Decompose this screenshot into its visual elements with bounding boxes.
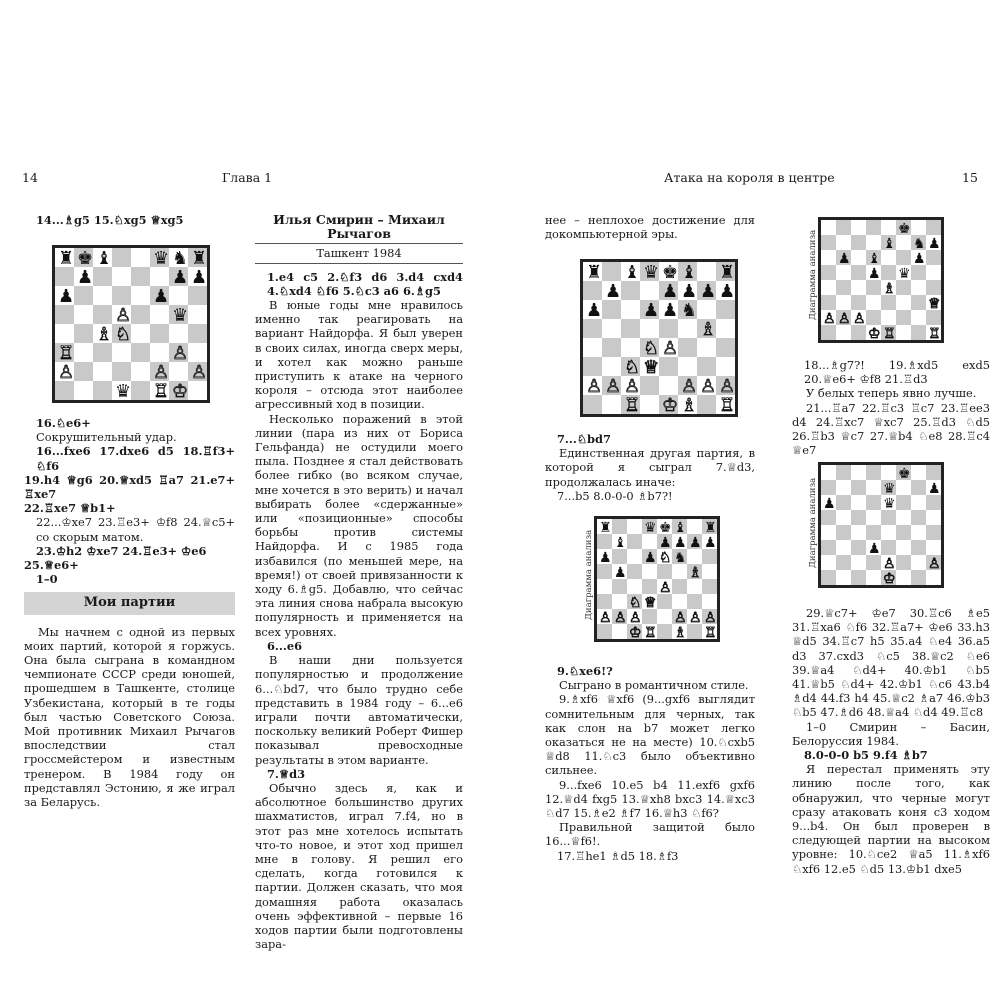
svg-text:♝: ♝ [868,251,881,267]
svg-text:♗: ♗ [689,565,702,581]
dark-square [836,525,851,540]
dark-square [55,381,74,400]
dark-square [697,395,716,414]
paragraph: Мы начнем с одной из первых моих партий, которой я горжусь. Она была сыграна в командном чемпионате СССР среди юношей, прошедшем в Ташкенте, столице Узбекистана, который в те годы был частью Советского Союза. Мой противник Михаил Рычагов впоследствии стал гроссмейстером и известным тренером. В 1984 году он представлял Эстонию, я же играл за Беларусь. [24,624,235,810]
svg-text:♜: ♜ [191,248,207,269]
svg-text:♖: ♖ [644,625,657,639]
dark-square [131,381,150,400]
dark-square [642,609,657,624]
divider [255,243,463,244]
svg-text:♛: ♛ [898,266,911,282]
svg-text:♝: ♝ [681,262,698,283]
column-3 [545,213,755,241]
svg-text:♖: ♖ [704,625,717,639]
dark-square [926,280,941,295]
svg-text:♙: ♙ [191,362,207,383]
svg-text:♗: ♗ [96,324,113,345]
move-line: 23.♔h2 ♔xe7 24.♖e3+ ♔e6 [36,543,207,558]
dark-square [896,495,911,510]
column-1 [24,213,235,227]
svg-text:♖: ♖ [883,326,896,340]
dark-square [583,319,602,338]
dark-square [911,540,926,555]
result: 1–0 Смирин – Басин, Белоруссия 1984. [792,719,990,748]
paragraph: Обычно здесь я, как и абсолютное большинство других шахматистов, играл 7.f4, но в этот раз мне хотелось испытать что-то новое, и этот ход пришел мне в голову. Я решил его сделать, когда готовился к партии. Должен сказать, что моя домашняя работа оказалась очень эффективной – первые 16 ходов партии были подготовлены зара- [255,780,463,952]
svg-text:♙: ♙ [586,376,603,397]
dark-square [836,555,851,570]
divider [255,263,463,264]
svg-text:♝: ♝ [674,520,687,536]
svg-text:♝: ♝ [624,262,641,283]
left-page-number: 14 [22,170,38,185]
dark-square [112,286,131,305]
dark-square [602,338,621,357]
svg-text:♟: ♟ [659,535,672,551]
svg-text:♟: ♟ [662,300,679,321]
paragraph: В наши дни пользуется популярностью и продолжение 6...♘bd7, что было трудно себе представить в 1984 году – 6...e6 играли почти автоматически, поскольку великий Роберт Фишер показывал превосходные результаты в этом варианте. [255,653,463,767]
move-line: 22.♖xe7 ♕b1+ [24,501,116,516]
dark-square [911,510,926,525]
dark-square [926,525,941,540]
diagram-label: Диаграмма анализа [808,229,818,320]
dark-square [112,248,131,267]
svg-text:♙: ♙ [629,610,642,626]
dark-square [627,534,642,549]
svg-text:♛: ♛ [153,248,170,269]
dark-square [851,480,866,495]
svg-text:♙: ♙ [115,305,132,326]
dark-square [602,300,621,319]
svg-text:♘: ♘ [643,338,660,359]
chess-diagram-1 [52,245,210,403]
svg-text:♙: ♙ [662,338,679,359]
dark-square [657,624,672,639]
svg-text:♜: ♜ [704,520,717,536]
left-chapter-title: Глава 1 [222,170,273,185]
right-running-title: Атака на короля в центре [664,170,835,185]
dark-square [911,480,926,495]
dark-square [597,624,612,639]
variation: 18...♗g7?! 19.♗xd5 exd5 20.♕e6+ ♔f8 21.♖d3 [804,358,990,387]
svg-text:♟: ♟ [153,286,170,307]
dark-square [597,564,612,579]
svg-text:♙: ♙ [58,362,75,383]
dark-square [926,250,941,265]
svg-text:♟: ♟ [704,535,717,551]
svg-text:♟: ♟ [868,541,881,557]
column-4-upper [792,358,990,457]
paragraph-continuation: нее – неплохое достижение для докомпьютерной эры. [545,213,755,242]
svg-text:♗: ♗ [674,625,687,639]
variation: 22...♔xe7 23.♖e3+ ♔f8 24.♕c5+ со скорым матом. [36,515,235,544]
dark-square [602,262,621,281]
comment: Правильной защитой было 16...♕f6!. [545,820,755,849]
svg-text:♕: ♕ [643,357,660,378]
dark-square [866,280,881,295]
svg-text:♜: ♜ [58,248,75,269]
svg-text:♝: ♝ [883,236,896,252]
svg-text:♚: ♚ [77,248,94,269]
svg-text:♞: ♞ [913,236,926,252]
dark-square [911,325,926,340]
svg-text:♟: ♟ [838,251,851,267]
move-line: 7...♘bd7 [557,432,611,446]
move-line: 6...e6 [267,638,302,653]
svg-text:♟: ♟ [643,300,660,321]
dark-square [821,235,836,250]
dark-square [881,295,896,310]
svg-text:♟: ♟ [719,281,735,302]
dark-square [112,362,131,381]
dark-square [55,267,74,286]
svg-text:♚: ♚ [898,466,911,482]
dark-square [678,338,697,357]
svg-text:♟: ♟ [599,550,612,566]
dark-square [93,267,112,286]
svg-text:♞: ♞ [674,550,687,566]
svg-text:♙: ♙ [928,556,941,572]
dark-square [716,300,735,319]
dark-square [697,357,716,376]
dark-square [150,324,169,343]
svg-text:♗: ♗ [883,281,896,297]
svg-text:♜: ♜ [719,262,735,283]
dark-square [612,579,627,594]
svg-text:♞: ♞ [172,248,189,269]
svg-text:♙: ♙ [681,376,698,397]
dark-square [866,310,881,325]
svg-text:♙: ♙ [853,311,866,327]
svg-text:♕: ♕ [928,296,941,312]
dark-square [640,376,659,395]
svg-text:♛: ♛ [644,520,657,536]
svg-text:♘: ♘ [115,324,132,345]
dark-square [851,570,866,585]
diagram-label: Диаграмма анализа [808,477,818,568]
dark-square [93,343,112,362]
svg-text:♙: ♙ [624,376,641,397]
dark-square [672,579,687,594]
chess-diagram-2 [580,259,738,417]
dark-square [821,540,836,555]
svg-text:♕: ♕ [644,595,657,611]
dark-square [583,395,602,414]
dark-square [821,295,836,310]
svg-text:♙: ♙ [719,376,735,397]
dark-square [836,220,851,235]
dark-square [851,540,866,555]
svg-text:♘: ♘ [629,595,642,611]
dark-square [866,525,881,540]
svg-text:♟: ♟ [586,300,603,321]
svg-text:♙: ♙ [614,610,627,626]
dark-square [621,281,640,300]
dark-square [911,295,926,310]
dark-square [896,250,911,265]
svg-text:♚: ♚ [662,262,679,283]
comment: Сокрушительный удар. [36,430,177,445]
paragraph: Несколько поражений в этой линии (пара из них от Бориса Гельфанда) не остудили моего пыла. Позднее я стал действовать более гибко (во всяком случае, мне хочется в это верить) и начал выбирать более «сдержанные» или «позиционные» способы борьбы против системы Найдорфа. И с 1985 года избавился (по меньшей мере, на время!) от своей привязанности к ходу 6.♗g5. Добавлю, что сейчас эта линия снова набрала высокую популярность и применяется на всех уровнях. [255,411,463,639]
svg-text:♛: ♛ [172,305,189,326]
dark-square [716,338,735,357]
dark-square [93,305,112,324]
dark-square [851,510,866,525]
dark-square [896,525,911,540]
dark-square [911,570,926,585]
svg-text:♟: ♟ [823,496,836,512]
dark-square [851,235,866,250]
dark-square [687,624,702,639]
dark-square [836,280,851,295]
svg-text:♔: ♔ [662,395,679,414]
svg-text:♛: ♛ [115,381,132,400]
svg-text:♟: ♟ [689,535,702,551]
svg-text:♙: ♙ [674,610,687,626]
svg-text:♗: ♗ [681,395,698,414]
dark-square [74,324,93,343]
dark-square [702,579,717,594]
dark-square [131,343,150,362]
svg-text:♛: ♛ [883,481,896,497]
svg-text:♟: ♟ [191,267,207,288]
column-3-lower [545,664,755,863]
dark-square [926,495,941,510]
dark-square [866,465,881,480]
chess-diagram-5 [818,462,944,588]
dark-square [702,549,717,564]
dark-square [131,305,150,324]
svg-text:♙: ♙ [883,556,896,572]
paragraph: В юные годы мне нравилось именно так реагировать на вариант Найдорфа. Я был уверен в своих силах, иногда сверх меры, и хотел как можно раньше приступить к атаке на черного короля – отсюда этот наиболее агрессивный ход в позиции. [255,298,463,412]
svg-text:♜: ♜ [586,262,603,283]
comment: У белых теперь явно лучше. [806,386,977,401]
svg-text:♟: ♟ [614,565,627,581]
dark-square [131,267,150,286]
svg-text:♖: ♖ [928,326,941,340]
game-players: Илья Смирин – Михаил Рычагов [273,212,445,242]
svg-text:♙: ♙ [659,580,672,596]
dark-square [851,265,866,280]
dark-square [93,381,112,400]
move-line: 9.♘xe6!? [557,664,613,678]
comment: Сыграно в романтичном стиле. [559,678,749,693]
dark-square [821,510,836,525]
opening-moves: 1.e4 c5 2.♘f3 d6 3.d4 cxd4 4.♘xd4 ♘f6 5.♘c3 a6 6.♗g5 [267,269,463,298]
svg-text:♙: ♙ [838,311,851,327]
result: 1–0 [36,572,58,587]
paragraph: Единственная другая партия, в которой я сыграл 7.♕d3, продолжалась иначе: [545,446,755,489]
column-1-lower [24,416,235,809]
dark-square [657,594,672,609]
svg-text:♚: ♚ [659,520,672,536]
dark-square [687,594,702,609]
variation: 9.♗xf6 ♕xf6 (9...gxf6 выглядит сомнительным для черных, так как слон на b7 может легко оказаться не на месте) 10.♘cxb5 ♕d8 11.♘c3 было объективно сильнее. [545,692,755,778]
move-line: 7.♕d3 [267,766,305,781]
move-line: 8.0-0-0 b5 9.f4 ♗b7 [804,748,928,763]
chess-diagram-4 [818,217,944,343]
dark-square [866,220,881,235]
svg-text:♖: ♖ [719,395,735,414]
svg-text:♝: ♝ [96,248,113,269]
dark-square [583,357,602,376]
variation: 17.♖he1 ♗d5 18.♗f3 [557,848,679,863]
dark-square [881,540,896,555]
dark-square [866,555,881,570]
dark-square [659,357,678,376]
svg-text:♟: ♟ [605,281,622,302]
svg-text:♚: ♚ [898,221,911,237]
dark-square [911,265,926,280]
right-page-number: 15 [962,170,978,185]
dark-square [657,564,672,579]
dark-square [597,594,612,609]
dark-square [612,549,627,564]
svg-text:♟: ♟ [700,281,717,302]
svg-text:♙: ♙ [704,610,717,626]
dark-square [821,480,836,495]
svg-text:♟: ♟ [681,281,698,302]
move-line: 19.h4 ♕g6 20.♕xd5 ♖a7 21.e7+ ♖xe7 [24,472,235,502]
dark-square [583,281,602,300]
svg-text:♟: ♟ [928,481,941,497]
move-line: 16.♘e6+ [36,416,91,430]
dark-square [627,564,642,579]
game-event: Ташкент 1984 [316,246,402,261]
dark-square [866,495,881,510]
svg-text:♟: ♟ [662,281,679,302]
dark-square [659,319,678,338]
svg-text:♔: ♔ [629,625,642,639]
svg-text:♟: ♟ [77,267,94,288]
dark-square [612,519,627,534]
chess-diagram-3 [594,516,720,642]
move-line: 16...fxe6 17.dxe6 d5 18.♖f3+ ♘f6 [36,444,235,473]
dark-square [821,265,836,280]
moves-line: 14...♗g5 15.♘xg5 ♕xg5 [36,213,184,227]
dark-square [926,310,941,325]
dark-square [926,465,941,480]
svg-text:♖: ♖ [624,395,641,414]
paragraph: Я перестал применять эту линию после того, как обнаружил, что черные могут сразу атаковать коня c3 ходом 9...b4. Он был проверен в следующей партии на высоком уровне: 10.♘ce2 ♕a5 11.♗xf6 ♘xf6 12.e5 ♘d5 13.♔b1 dxe5 [792,762,990,876]
move-line: 25.♕e6+ [24,558,79,573]
svg-text:♝: ♝ [614,535,627,551]
svg-text:♙: ♙ [599,610,612,626]
svg-text:♔: ♔ [172,381,189,400]
dark-square [896,310,911,325]
dark-square [836,465,851,480]
dark-square [836,495,851,510]
svg-text:♟: ♟ [674,535,687,551]
dark-square [74,362,93,381]
svg-text:♙: ♙ [172,343,189,364]
diagram-label: Диаграмма анализа [584,529,594,620]
column-2 [255,213,463,951]
variation: 29.♕c7+ ♔e7 30.♖c6 ♗e5 31.♖xa6 ♘f6 32.♖a7+ ♔e6 33.h3 ♕d5 34.♖c7 h5 35.a4 ♘e4 36.a5 d3 37.cxd3 ♘c5 38.♕c2 ♘e6 39.♕a4 ♘d4+ 40.♔b1 ♘b5 41.♕b5 ♘d4+ 42.♔b1 ♘c6 43.b4 ♗d4 44.f3 h4 45.♕c2 ♗a7 46.♔b3 ♘b5 47.♗d6 48.♕a4 ♘d4 49.♖c8 [792,606,990,720]
svg-text:♟: ♟ [172,267,189,288]
svg-text:♟: ♟ [913,251,926,267]
variation: 7...b5 8.0-0-0 ♗b7?! [557,488,673,503]
svg-text:♟: ♟ [58,286,75,307]
dark-square [896,555,911,570]
svg-text:♖: ♖ [58,343,75,364]
dark-square [821,570,836,585]
svg-text:♗: ♗ [700,319,717,340]
variation: 21...♖a7 22.♖c3 ♖c7 23.♖ee3 d4 24.♖xc7 ♕xc7 25.♖d3 ♘d5 26.♖b3 ♕c7 27.♕b4 ♘e8 28.♖c4 ♕e7 [792,400,990,458]
svg-text:♖: ♖ [153,381,170,400]
dark-square [74,286,93,305]
svg-text:♟: ♟ [644,550,657,566]
svg-text:♔: ♔ [883,571,896,585]
svg-text:♛: ♛ [643,262,660,283]
svg-text:♘: ♘ [659,550,672,566]
column-4-lower [792,606,990,876]
variation: 9...fxe6 10.e5 b4 11.exf6 gxf6 12.♕d4 fxg5 13.♕xh8 bxc3 14.♕xc3 ♘d7 15.♗e2 ♗f7 16.♕h3 ♘f6? [545,777,755,821]
dark-square [821,325,836,340]
svg-text:♛: ♛ [883,496,896,512]
svg-text:♙: ♙ [700,376,717,397]
dark-square [188,324,207,343]
svg-text:♟: ♟ [868,266,881,282]
svg-text:♙: ♙ [153,362,170,383]
svg-text:♔: ♔ [868,326,881,340]
dark-square [881,265,896,280]
svg-text:♙: ♙ [823,311,836,327]
dark-square [896,280,911,295]
dark-square [642,579,657,594]
svg-text:♜: ♜ [599,520,612,536]
svg-text:♙: ♙ [689,610,702,626]
svg-text:♘: ♘ [624,357,641,378]
svg-text:♙: ♙ [605,376,622,397]
dark-square [188,286,207,305]
column-3-middle [545,432,755,503]
dark-square [926,220,941,235]
dark-square [881,510,896,525]
dark-square [851,325,866,340]
dark-square [851,295,866,310]
dark-square [597,534,612,549]
section-heading: Мои партии [24,592,235,614]
svg-text:♟: ♟ [928,236,941,252]
dark-square [55,305,74,324]
dark-square [621,319,640,338]
svg-text:♞: ♞ [681,300,698,321]
